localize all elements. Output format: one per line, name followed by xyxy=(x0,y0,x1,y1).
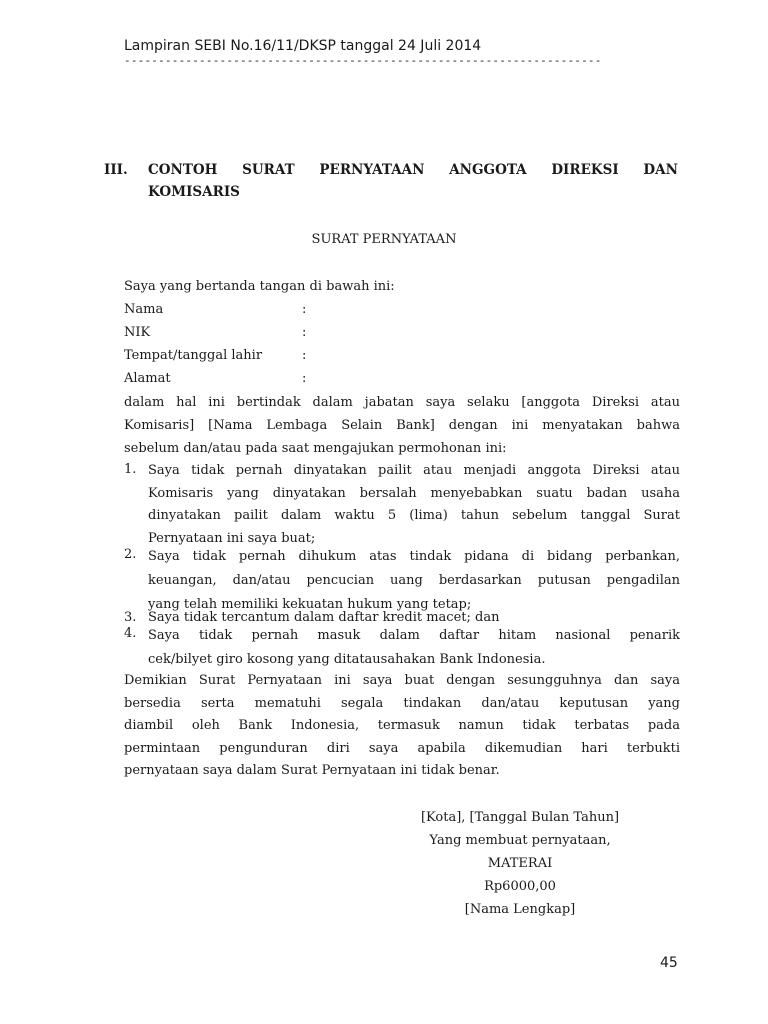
list-line: cek/bilyet giro kosong yang ditatausahakan Bank Indonesia. xyxy=(148,652,546,667)
signature-name: [Nama Lengkap] xyxy=(464,902,576,917)
list-number: 3. xyxy=(124,610,137,625)
list-line: Saya tidak pernah dinyatakan pailit atau menjadi anggota Direksi atau xyxy=(148,463,680,478)
closing-line: diambil oleh Bank Indonesia, termasuk namun tidak terbatas pada xyxy=(124,718,680,733)
header-divider: ---------------------------------------------------------------------- xyxy=(124,54,602,67)
signature-stamp-value: Rp6000,00 xyxy=(484,879,556,894)
field-colon: : xyxy=(302,302,307,317)
closing-paragraph xyxy=(124,670,680,783)
field-colon: : xyxy=(302,371,307,386)
section-title-word: DAN xyxy=(643,162,678,178)
intro-text: Saya yang bertanda tangan di bawah ini: xyxy=(124,279,395,294)
field-label-address: Alamat xyxy=(124,371,171,386)
list-line: Pernyataan ini saya buat; xyxy=(148,530,316,546)
list-line: yang telah memiliki kekuatan hukum yang tetap; xyxy=(148,597,472,612)
list-number: 4. xyxy=(124,626,137,641)
header-reference: Lampiran SEBI No.16/11/DKSP tanggal 24 Juli 2014 xyxy=(124,38,482,54)
field-label-name: Nama xyxy=(124,302,164,317)
list-line: Saya tidak pernah dihukum atas tindak pidana di bidang perbankan, xyxy=(148,549,680,564)
signature-maker: Yang membuat pernyataan, xyxy=(429,833,611,848)
statement-line: dalam hal ini bertindak dalam jabatan saya selaku [anggota Direksi atau xyxy=(124,395,680,410)
list-line: Komisaris yang dinyatakan bersalah menyebabkan suatu badan usaha xyxy=(148,485,680,501)
list-item-4 xyxy=(148,624,680,672)
section-title-line2: KOMISARIS xyxy=(148,184,240,200)
list-number: 2. xyxy=(124,547,137,562)
closing-line: permintaan pengunduran diri saya apabila dikemudian hari terbukti xyxy=(124,740,680,756)
section-title-word: SURAT xyxy=(242,162,295,178)
statement-line: Komisaris] [Nama Lembaga Selain Bank] dengan ini menyatakan bahwa xyxy=(124,418,680,433)
closing-line: bersedia serta mematuhi segala tindakan dan/atau keputusan yang xyxy=(124,695,680,711)
closing-line: Demikian Surat Pernyataan ini saya buat dengan sesungguhnya dan saya xyxy=(124,673,680,688)
document-title: SURAT PERNYATAAN xyxy=(311,232,457,247)
field-colon: : xyxy=(302,325,307,340)
statement-paragraph xyxy=(124,391,680,460)
section-title-line1 xyxy=(148,162,678,178)
signature-stamp: MATERAI xyxy=(487,856,553,871)
list-line: Saya tidak tercantum dalam daftar kredit macet; dan xyxy=(148,610,500,625)
list-line: keuangan, dan/atau pencucian uang berdasarkan putusan pengadilan xyxy=(148,573,680,588)
list-line: Saya tidak pernah masuk dalam daftar hitam nasional penarik xyxy=(148,628,680,643)
section-title xyxy=(148,162,678,200)
section-number: III. xyxy=(104,162,128,178)
section-title-word: PERNYATAAN xyxy=(319,162,425,178)
closing-line: pernyataan saya dalam Surat Pernyataan ini tidak benar. xyxy=(124,763,500,778)
page-number: 45 xyxy=(660,955,678,971)
field-label-nik: NIK xyxy=(124,325,151,340)
field-colon: : xyxy=(302,348,307,363)
signature-place-date: [Kota], [Tanggal Bulan Tahun] xyxy=(420,810,620,825)
section-title-word: ANGGOTA xyxy=(449,162,527,178)
list-line: dinyatakan pailit dalam waktu 5 (lima) tahun sebelum tanggal Surat xyxy=(148,508,680,523)
section-title-word: DIREKSI xyxy=(551,162,619,178)
list-item-1 xyxy=(148,460,680,550)
list-number: 1. xyxy=(124,462,137,477)
section-title-word: CONTOH xyxy=(148,162,218,178)
statement-line: sebelum dan/atau pada saat mengajukan permohonan ini: xyxy=(124,441,507,456)
list-item-3 xyxy=(148,610,680,625)
list-item-2 xyxy=(148,545,680,617)
field-label-birth: Tempat/tanggal lahir xyxy=(124,348,263,363)
